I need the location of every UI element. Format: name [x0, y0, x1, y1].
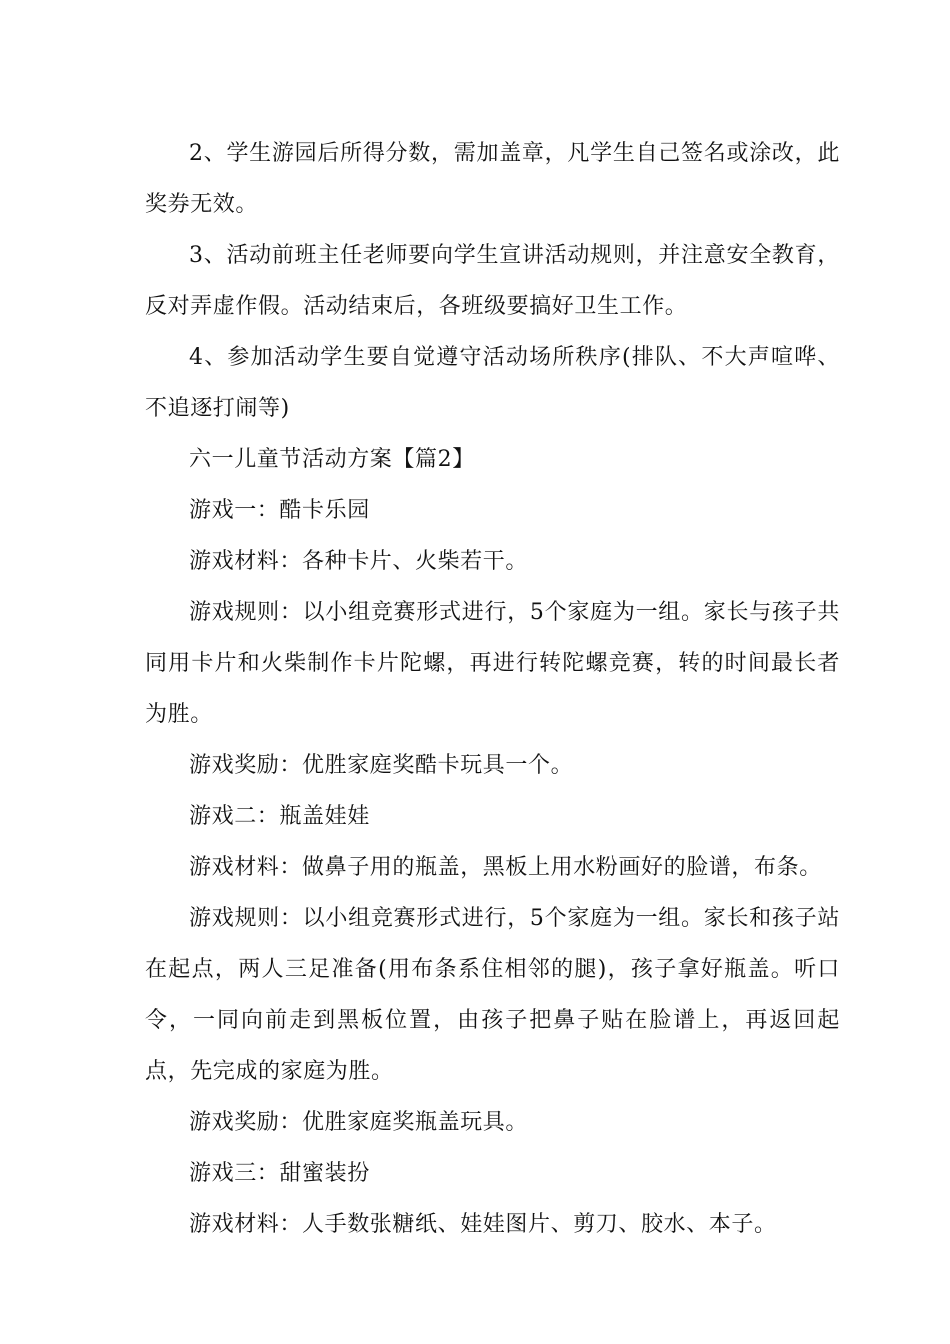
paragraph-rule-3: 3、活动前班主任老师要向学生宣讲活动规则，并注意安全教育，反对弄虚作假。活动结束后，各班级要搞好卫生工作。: [145, 243, 840, 319]
paragraph-rule-4: 4、参加活动学生要自觉遵守活动场所秩序(排队、不大声喧哗、不追逐打闹等): [145, 345, 840, 421]
game-2-title: 游戏二：瓶盖娃娃: [189, 804, 370, 829]
paragraph-rule-2: 2、学生游园后所得分数，需加盖章，凡学生自己签名或涂改，此奖券无效。: [145, 141, 840, 217]
game-2-materials: 游戏材料：做鼻子用的瓶盖，黑板上用水粉画好的脸谱，布条。: [189, 855, 822, 880]
game-3-materials: 游戏材料：人手数张糖纸、娃娃图片、剪刀、胶水、本子。: [189, 1212, 777, 1237]
section-heading: 六一儿童节活动方案【篇2】: [189, 447, 475, 472]
game-1-rules: 游戏规则：以小组竞赛形式进行，5个家庭为一组。家长与孩子共同用卡片和火柴制作卡片陀螺，再进行转陀螺竞赛，转的时间最长者为胜。: [145, 600, 840, 727]
game-2-rules: 游戏规则：以小组竞赛形式进行，5个家庭为一组。家长和孩子站在起点，两人三足准备(用布条系住相邻的腿)，孩子拿好瓶盖。听口令，一同向前走到黑板位置，由孩子把鼻子贴在脸谱上，再返回起点，先完成的家庭为胜。: [145, 906, 840, 1084]
game-1-materials: 游戏材料：各种卡片、火柴若干。: [189, 549, 529, 574]
game-1-title: 游戏一：酷卡乐园: [189, 498, 370, 523]
game-3-title: 游戏三：甜蜜装扮: [189, 1161, 370, 1186]
game-2-reward: 游戏奖励：优胜家庭奖瓶盖玩具。: [189, 1110, 529, 1135]
game-1-reward: 游戏奖励：优胜家庭奖酷卡玩具一个。: [189, 753, 574, 778]
